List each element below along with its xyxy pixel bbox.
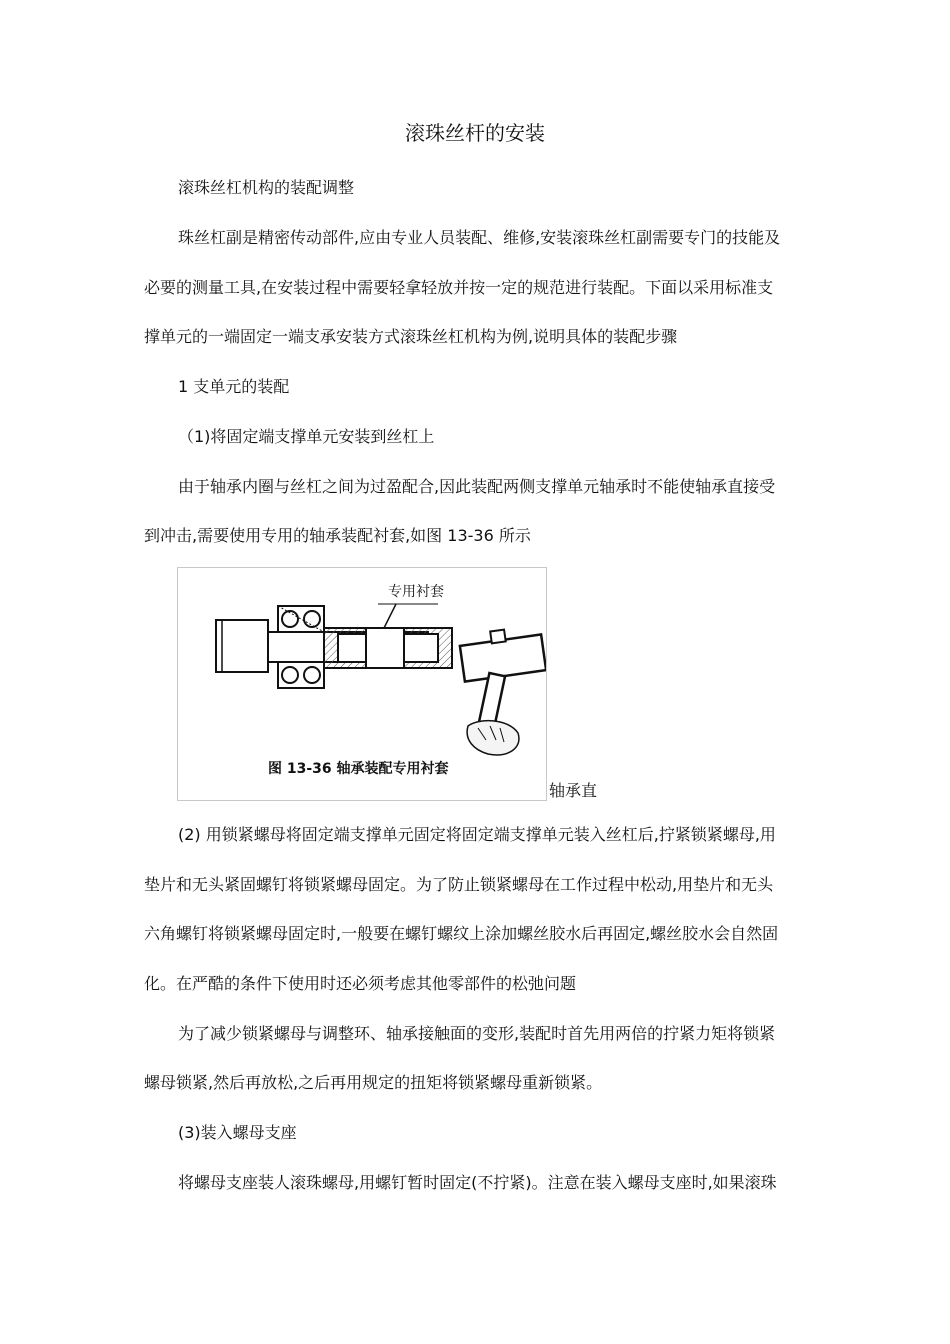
- bearing-sleeve-figure: [177, 567, 547, 801]
- step-heading: (3)装入螺母支座: [178, 1123, 297, 1142]
- paragraph-line: 珠丝杠副是精密传动部件,应由专业人员装配、维修,安装滚珠丝杠副需要专门的技能及: [178, 228, 781, 247]
- paragraph-line: 为了减少锁紧螺母与调整环、轴承接触面的变形,装配时首先用两倍的拧紧力矩将锁紧: [178, 1024, 776, 1043]
- bearing-assembly-illustration: [178, 568, 546, 800]
- section-heading: 滚珠丝杠机构的装配调整: [178, 178, 355, 197]
- paragraph-line: 必要的测量工具,在安装过程中需要轻拿轻放并按一定的规范进行装配。下面以采用标准支: [144, 278, 774, 297]
- bearing-bottom: [278, 662, 324, 688]
- subsection-heading: 1 支单元的装配: [178, 377, 290, 396]
- step-heading: (2) 用锁紧螺母将固定端支撑单元固定将固定端支撑单元装入丝杠后,拧紧锁紧螺母,用: [178, 825, 776, 844]
- paragraph-line: 垫片和无头紧固螺钉将锁紧螺母固定。为了防止锁紧螺母在工作过程中松动,用垫片和无头: [144, 875, 774, 894]
- paragraph-line: 将螺母支座装人滚珠螺母,用螺钉暂时固定(不拧紧)。注意在装入螺母支座时,如果滚珠: [178, 1173, 777, 1192]
- inline-text-after-figure: 轴承直: [549, 781, 598, 800]
- paragraph-line: 化。在严酷的条件下使用时还必须考虑其他零部件的松弛问题: [144, 974, 577, 993]
- paragraph-line: 到冲击,需要使用专用的轴承装配衬套,如图 13-36 所示: [144, 526, 531, 545]
- paragraph-line: 撑单元的一端固定一端支承安装方式滚珠丝杠机构为例,说明具体的装配步骤: [144, 327, 678, 346]
- hand: [467, 721, 519, 755]
- document-title: 滚珠丝杆的安装: [405, 121, 545, 145]
- screw-shaft: [216, 620, 268, 672]
- figure-caption: 图 13-36 轴承装配专用衬套: [268, 761, 449, 777]
- callout-label: 专用衬套: [388, 584, 444, 600]
- paragraph-line: 螺母锁紧,然后再放松,之后再用规定的扭矩将锁紧螺母重新锁紧。: [144, 1073, 603, 1092]
- step-heading: （1)将固定端支撑单元安装到丝杠上: [178, 427, 435, 446]
- paragraph-line: 由于轴承内圈与丝杠之间为过盈配合,因此装配两侧支撑单元轴承时不能使轴承直接受: [178, 477, 776, 496]
- paragraph-line: 六角螺钉将锁紧螺母固定时,一般要在螺钉螺纹上涂加螺丝胶水后再固定,螺丝胶水会自然固: [144, 924, 779, 943]
